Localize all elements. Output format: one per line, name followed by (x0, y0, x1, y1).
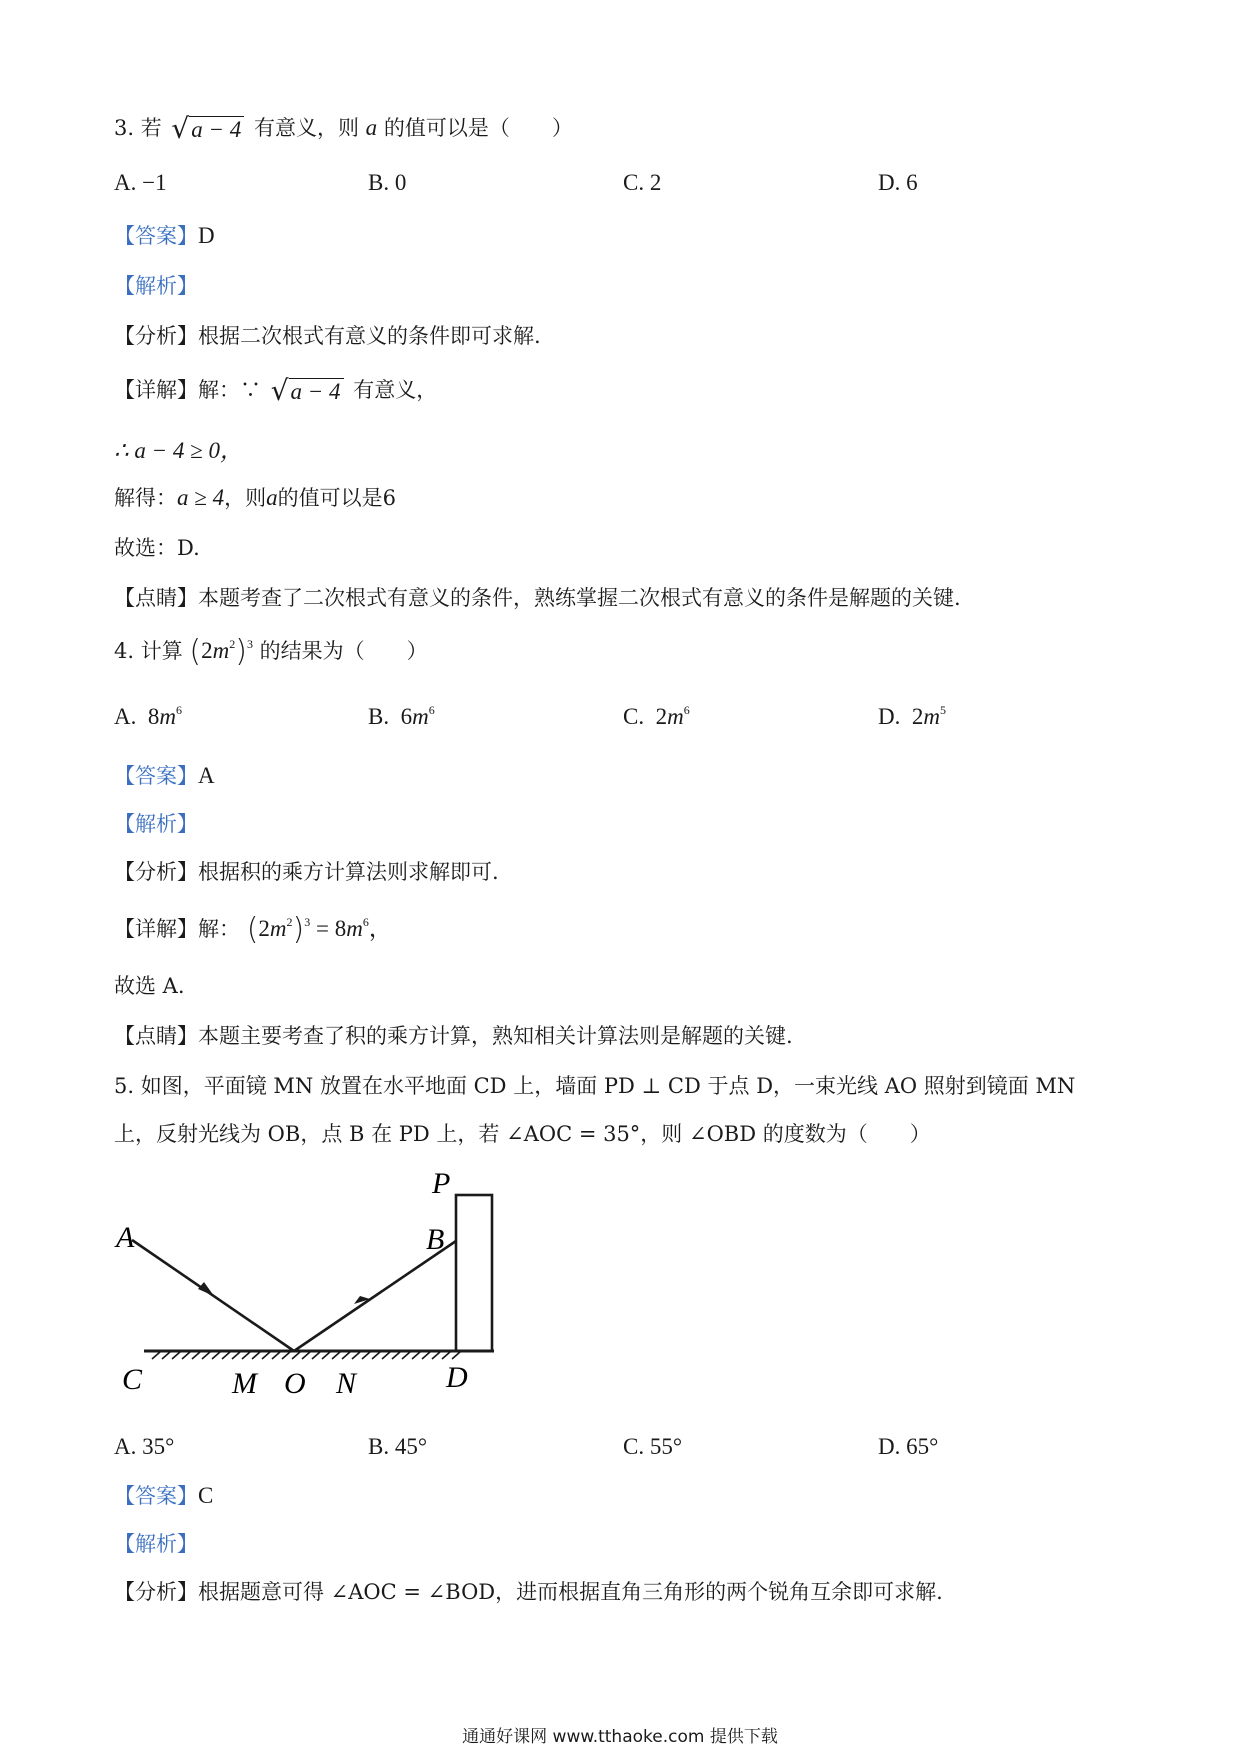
q3-stem-mid: 有意义，则 (253, 116, 359, 140)
hatch-mark (252, 1352, 260, 1359)
hatch-mark (382, 1352, 390, 1359)
q3-step2 (114, 482, 396, 512)
q3-stem-prefix: 3. 若 (114, 116, 162, 140)
hatch-mark (432, 1352, 440, 1359)
label-C: C (122, 1363, 143, 1396)
q3-option-d: D. 6 (878, 170, 918, 195)
page-footer: 通通好课网 www.tthaoke.com 提供下载 (462, 1727, 778, 1747)
q3-xiangjie-prefix: 解：∵ (198, 378, 261, 402)
hatch-mark (272, 1352, 280, 1359)
q3-answer-line (114, 220, 215, 250)
q3-fenxi-line (114, 320, 541, 350)
q3-answer-tag: 【答案】 (114, 224, 198, 248)
q3-step1: ∴ a − 4 ≥ 0， (114, 438, 244, 463)
q3-step2-var: a (266, 485, 278, 510)
q5-answer: C (198, 1483, 214, 1508)
hatch-mark (402, 1352, 410, 1359)
q5-answer-tag: 【答案】 (114, 1484, 198, 1508)
reflected-ray (294, 1241, 456, 1351)
hatch-mark (282, 1352, 290, 1359)
hatch-mark (202, 1352, 210, 1359)
q5-option-b: B. 45° (368, 1434, 428, 1459)
q3-dianjing-tag: 【点睛】 (114, 586, 198, 610)
q5-stem-line2: 上，反射光线为 OB，点 B 在 PD 上，若 ∠AOC = 35°，则 ∠OBD 的度数为（ ） (114, 1122, 931, 1146)
q4-option-c: C. $2m^6$ (623, 703, 690, 729)
q4-dianjing: 本题主要考查了积的乘方计算，熟知相关计算法则是解题的关键. (198, 1024, 793, 1048)
q3-xiangjie-sqrt-expr: a − 4 (289, 378, 344, 405)
label-P: P (432, 1167, 451, 1200)
q5-option-c: C. 55° (623, 1434, 683, 1459)
q4-stem-suffix: 的结果为（ ） (259, 639, 428, 663)
q4-xiangjie-prefix: 解： (198, 917, 240, 941)
hatch-mark (292, 1352, 300, 1359)
q5-figure (114, 1165, 504, 1410)
q4-fenxi-line (114, 856, 499, 886)
q4-answer-line (114, 760, 215, 790)
hatch-mark (452, 1352, 460, 1359)
q4-xiangjie-line (114, 910, 392, 947)
hatch-mark (332, 1352, 340, 1359)
q3-stem (114, 112, 573, 143)
q4-jiexi-tag: 【解析】 (114, 812, 198, 836)
q3-option-c: C. 2 (623, 170, 662, 195)
q3-sqrt-expr: a − 4 (189, 116, 244, 143)
q3-jiexi-tag: 【解析】 (114, 274, 198, 298)
q4-option-b: B. $6m^6$ (368, 703, 435, 729)
q3-fenxi-tag: 【分析】 (114, 324, 198, 348)
q4-expression: $(2m^2)^3$ (189, 634, 253, 669)
hatch-mark (172, 1352, 180, 1359)
q4-stem (114, 634, 428, 669)
label-N: N (336, 1367, 357, 1400)
hatch-mark (392, 1352, 400, 1359)
q5-fenxi-line (114, 1576, 943, 1606)
q5-stem-line1: 5. 如图，平面镜 MN 放置在水平地面 CD 上，墙面 PD ⊥ CD 于点 D，一束光线 AO 照射到镜面 MN (114, 1074, 1076, 1098)
q5-option-d: D. 65° (878, 1434, 939, 1459)
q3-dianjing: 本题考查了二次根式有意义的条件，熟练掌握二次根式有意义的条件是解题的关键. (198, 586, 961, 610)
q4-dianjing-tag: 【点睛】 (114, 1024, 198, 1048)
q4-xiangjie-expression: $(2m^2)^3 = 8m^6$， (246, 912, 392, 947)
hatch-mark (262, 1352, 270, 1359)
label-B: B (426, 1223, 445, 1256)
q5-fenxi: 根据题意可得 ∠AOC = ∠BOD，进而根据直角三角形的两个锐角互余即可求解. (198, 1580, 943, 1604)
q4-gu: 故选 A. (114, 974, 185, 998)
hatch-mark (312, 1352, 320, 1359)
q3-option-a: A. −1 (114, 170, 167, 195)
q3-step2-mid: ，则 (224, 486, 267, 510)
q3-xiangjie-suffix: 有意义， (353, 378, 438, 402)
label-D: D (446, 1361, 468, 1394)
hatch-mark (322, 1352, 330, 1359)
hatch-mark (192, 1352, 200, 1359)
q3-xiangjie-sqrt: √ a − 4 (271, 377, 344, 405)
hatch-mark (182, 1352, 190, 1359)
q3-var: a (365, 115, 378, 140)
hatch-mark (352, 1352, 360, 1359)
ground-hatching (152, 1352, 460, 1359)
q3-fenxi: 根据二次根式有意义的条件即可求解. (198, 324, 541, 348)
q5-option-a: A. 35° (114, 1434, 175, 1459)
q4-fenxi-tag: 【分析】 (114, 860, 198, 884)
q3-answer: D (198, 223, 215, 248)
q3-sqrt: √ a − 4 (171, 115, 244, 143)
hatch-mark (302, 1352, 310, 1359)
q3-step2-prefix: 解得： (114, 486, 177, 510)
hatch-mark (422, 1352, 430, 1359)
hatch-mark (342, 1352, 350, 1359)
q4-option-a: A. $8m^6$ (114, 703, 182, 729)
q3-stem-suffix: 的值可以是（ ） (383, 116, 573, 140)
q3-xiangjie-tag: 【详解】 (114, 378, 198, 402)
q3-step2-math: a ≥ 4 (177, 485, 225, 510)
label-A: A (116, 1221, 135, 1254)
hatch-mark (152, 1352, 160, 1359)
q5-answer-line (114, 1480, 213, 1510)
hatch-mark (222, 1352, 230, 1359)
wall-rect (456, 1195, 492, 1351)
q4-dianjing-line (114, 1020, 793, 1050)
q4-answer: A (198, 763, 215, 788)
q4-option-d: D. $2m^5$ (878, 703, 946, 729)
label-O: O (284, 1367, 306, 1400)
q5-jiexi-tag: 【解析】 (114, 1532, 198, 1556)
hatch-mark (232, 1352, 240, 1359)
hatch-mark (412, 1352, 420, 1359)
q3-step2-suffix: 的值可以是6 (277, 486, 396, 510)
q4-answer-tag: 【答案】 (114, 764, 198, 788)
q3-option-b: B. 0 (368, 170, 407, 195)
q3-dianjing-line (114, 582, 961, 612)
hatch-mark (212, 1352, 220, 1359)
q4-xiangjie-tag: 【详解】 (114, 917, 198, 941)
q3-gu: 故选：D. (114, 536, 200, 560)
hatch-mark (372, 1352, 380, 1359)
hatch-mark (162, 1352, 170, 1359)
incident-arrow (198, 1282, 214, 1296)
hatch-mark (442, 1352, 450, 1359)
hatch-mark (242, 1352, 250, 1359)
q4-fenxi: 根据积的乘方计算法则求解即可. (198, 860, 499, 884)
label-M: M (232, 1367, 257, 1400)
q3-xiangjie-line (114, 374, 437, 405)
q5-fenxi-tag: 【分析】 (114, 1580, 198, 1604)
q4-stem-prefix: 4. 计算 (114, 639, 183, 663)
hatch-mark (362, 1352, 370, 1359)
